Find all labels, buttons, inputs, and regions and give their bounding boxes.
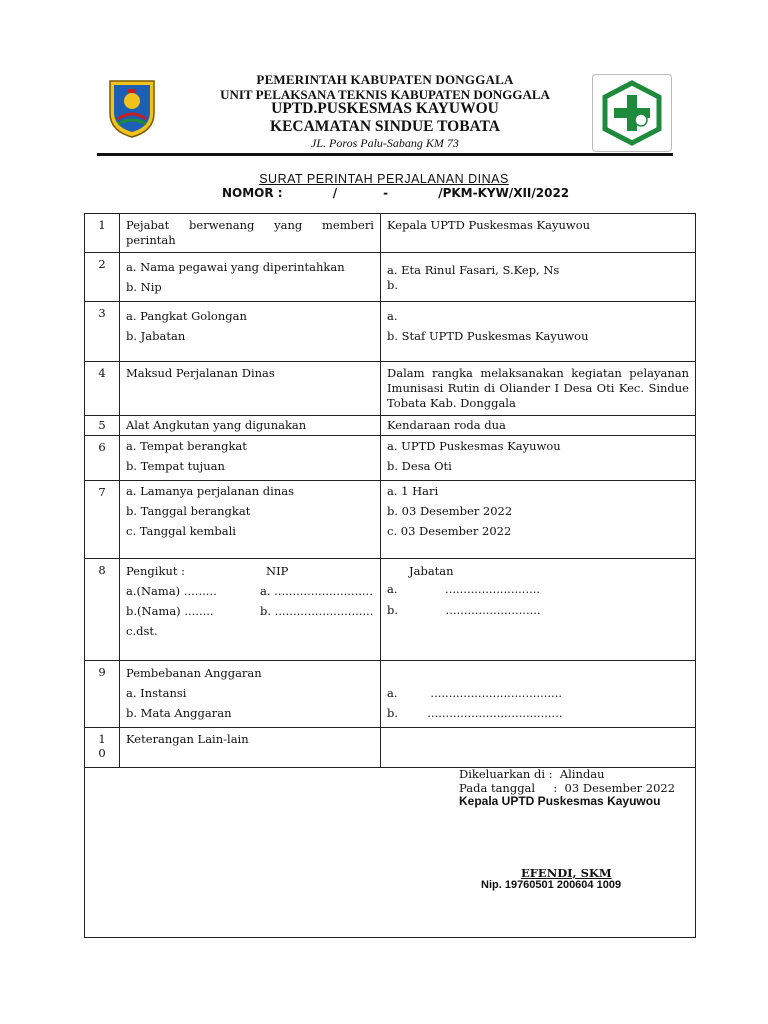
row-number: 1 [98, 732, 106, 746]
table-row [85, 302, 696, 362]
row-value-c: c. 03 Desember 2022 [387, 524, 512, 538]
jabatan-a: a. .......................... [387, 582, 541, 596]
travel-order-table [84, 213, 696, 938]
row-value-a: a. 1 Hari [387, 484, 439, 498]
row-label: Keterangan Lain-lain [120, 728, 381, 768]
row-label-c: c. Tanggal kembali [126, 524, 236, 538]
row-label-b: b. Jabatan [126, 329, 186, 343]
pengikut-b-nip: b. ........................... [260, 604, 374, 618]
row-value-b: b. Staf UPTD Puskesmas Kayuwou [387, 329, 589, 343]
table-row [85, 416, 696, 436]
table-row [85, 253, 696, 302]
row-number-continued: 0 [98, 746, 106, 760]
row-number: 5 [85, 416, 120, 436]
pengikut-etc: c.dst. [126, 624, 158, 638]
header-government: PEMERINTAH KABUPATEN DONGGALA [256, 72, 514, 87]
pengikut-a-nip: a. ........................... [260, 584, 373, 598]
row-number: 8 [85, 559, 120, 661]
table-row [85, 481, 696, 559]
signatory-nip: Nip. 19760501 200604 1009 [481, 879, 622, 891]
row-number: 9 [85, 661, 120, 728]
row-value: Dalam rangka melaksanakan kegiatan pelayanan Imunisasi Rutin di Oliander I Desa Oti Kec. Sindue Tobata Kab. Donggala [387, 366, 689, 410]
row-number: 6 [85, 436, 120, 481]
row-value-a: a. Eta Rinul Fasari, S.Kep, Ns [387, 263, 560, 277]
table-row [85, 436, 696, 481]
row-label: Alat Angkutan yang digunakan [120, 416, 381, 436]
pengikut-b-name: b.(Nama) ........ [126, 604, 214, 618]
pengikut-label: Pengikut : [126, 564, 185, 578]
header-puskesmas: UPTD.PUSKESMAS KAYUWOU [271, 100, 499, 117]
header-divider [97, 153, 673, 156]
row-value-b: b. 03 Desember 2022 [387, 504, 513, 518]
header-district: KECAMATAN SINDUE TOBATA [270, 118, 500, 135]
row-number: 3 [85, 302, 120, 362]
header-address: JL. Poros Palu-Sabang KM 73 [311, 136, 459, 150]
row-label-a: a. Instansi [126, 686, 187, 700]
jabatan-b: b. .......................... [387, 603, 541, 617]
signatory-position: Kepala UPTD Puskesmas Kayuwou [459, 794, 661, 808]
row-value: Kendaraan roda dua [381, 416, 696, 436]
row-value-b: b. Desa Oti [387, 459, 452, 473]
row-number: 4 [85, 362, 120, 416]
signature-row [85, 768, 696, 938]
row-number: 7 [85, 481, 120, 559]
row-value-a: a. [387, 309, 398, 323]
signatory-name: EFENDI, SKM [521, 866, 612, 880]
row-label-a: a. Nama pegawai yang diperintahkan [126, 260, 345, 274]
row-value-b: b. [387, 278, 399, 292]
row-value-a: a. UPTD Puskesmas Kayuwou [387, 439, 561, 453]
table-row [85, 559, 696, 661]
nip-label: NIP [266, 564, 289, 578]
row-label-a: a. Tempat berangkat [126, 439, 247, 453]
table-row [85, 362, 696, 416]
issued-place: Dikeluarkan di : Alindau [459, 767, 605, 781]
table-row [85, 661, 696, 728]
document-title: SURAT PERINTAH PERJALANAN DINAS [259, 172, 509, 186]
row-value-a: a. .................................... [387, 686, 563, 700]
row-label: Maksud Perjalanan Dinas [120, 362, 381, 416]
row-label-b: b. Mata Anggaran [126, 706, 232, 720]
jabatan-label: Jabatan [409, 564, 454, 578]
row-value-b: b. ..................................... [387, 706, 563, 720]
row-label-b: b. Nip [126, 280, 162, 294]
issued-date: Pada tanggal : 03 Desember 2022 [459, 781, 676, 795]
row-label-b: b. Tanggal berangkat [126, 504, 251, 518]
row-label-b: b. Tempat tujuan [126, 459, 225, 473]
row-label-a: a. Pangkat Golongan [126, 309, 247, 323]
row-number: 1 [85, 214, 120, 253]
row-label: Pembebanan Anggaran [126, 666, 262, 680]
row-value: Kepala UPTD Puskesmas Kayuwou [387, 218, 591, 232]
table-row [85, 214, 696, 253]
row-label: Pejabat berwenang yang memberi perintah [126, 218, 374, 247]
row-label-a: a. Lamanya perjalanan dinas [126, 484, 294, 498]
pengikut-a-name: a.(Nama) ......... [126, 584, 217, 598]
header-unit: UNIT PELAKSANA TEKNIS KABUPATEN DONGGALA [220, 87, 550, 102]
row-number: 2 [85, 253, 120, 302]
table-row [85, 728, 696, 768]
